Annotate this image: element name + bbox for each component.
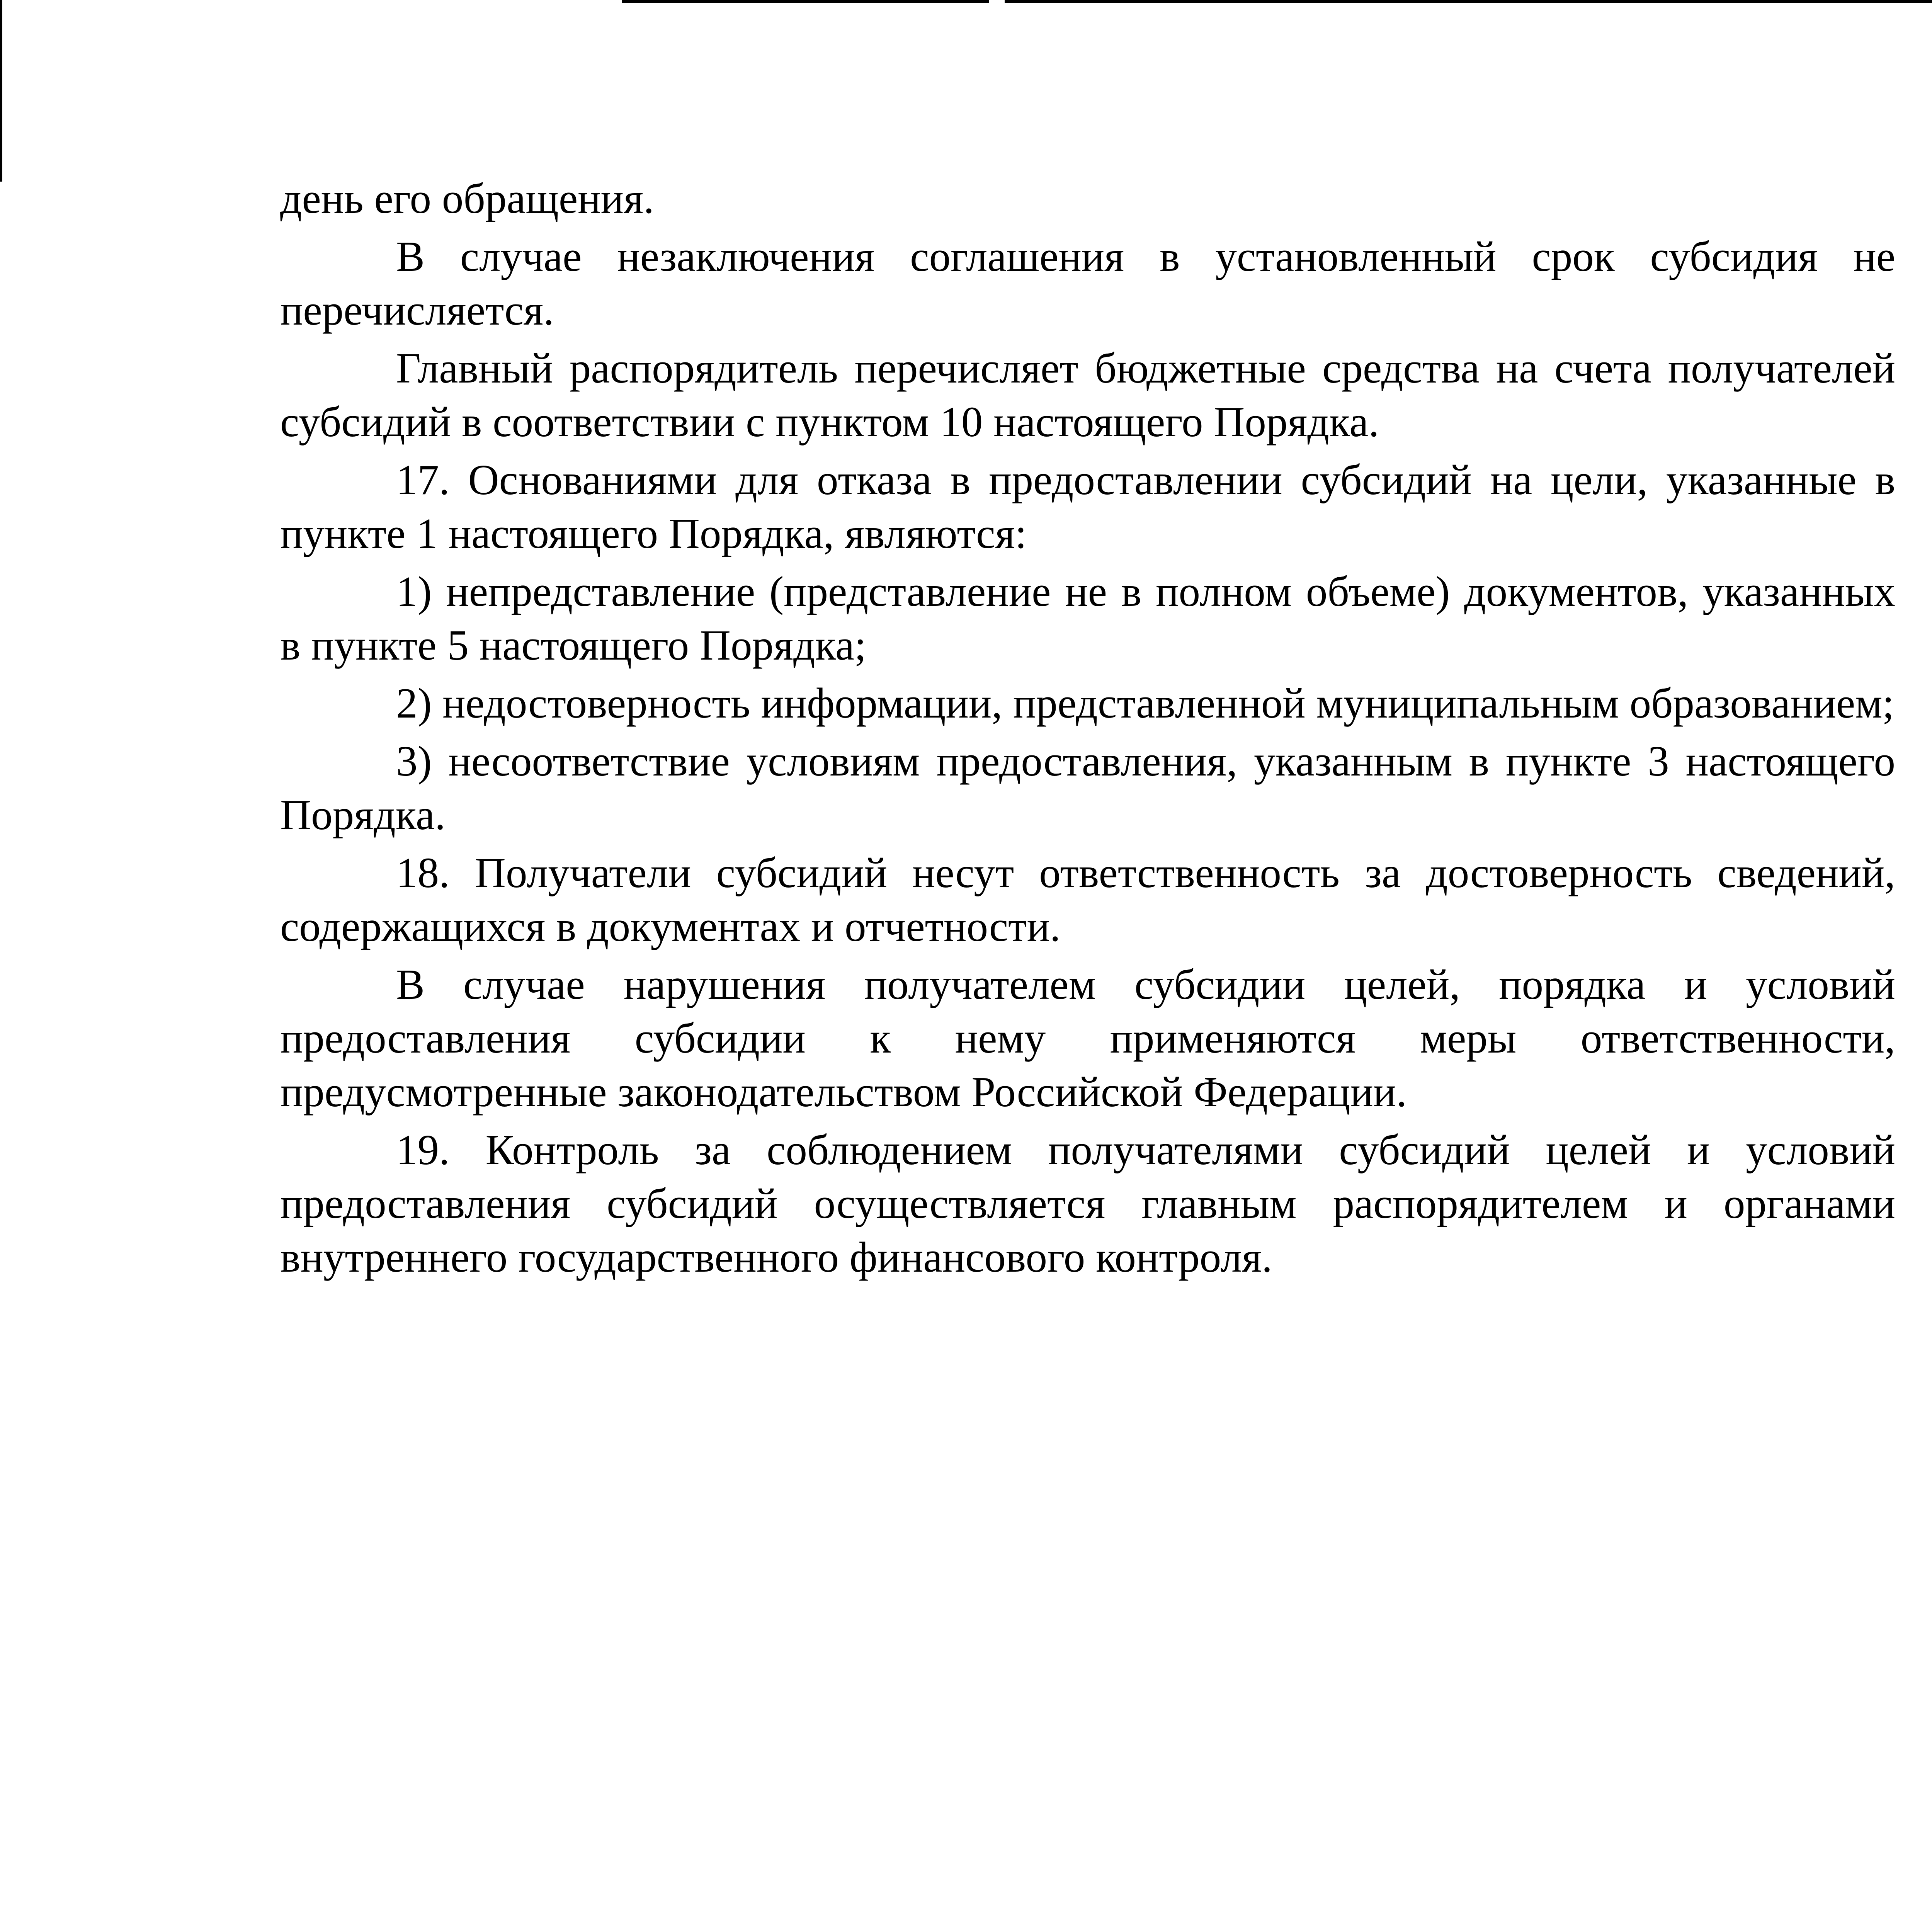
paragraph-item-19: 19. Контроль за соблюдением получателями субсидий целей и условий предоставления субсидий осуществляется главным распорядителем и органами внутреннего государственного финансового контроля.: [280, 1126, 1895, 1281]
document-body: [280, 172, 1895, 1289]
paragraph-budget-transfer: Главный распорядитель перечисляет бюджетные средства на счета получателей субсидий в соответствии с пунктом 10 настоящего Порядка.: [280, 345, 1895, 446]
paragraph-no-agreement: В случае незаключения соглашения в установленный срок субсидия не перечисляется.: [280, 233, 1895, 334]
scan-left-edge: [0, 0, 2, 182]
paragraph-subitem-1: 1) непредставление (представление не в полном объеме) документов, указанных в пункте 5 настоящего Порядка;: [280, 568, 1895, 669]
scan-top-line-left: [622, 0, 989, 3]
paragraph-subitem-2: 2) недостоверность информации, представленной муниципальным образованием;: [396, 680, 1895, 727]
paragraph-violation: В случае нарушения получателем субсидии целей, порядка и условий предоставления субсидии к нему применяются меры ответственности, предусмотренные законодательством Российской Федерации.: [280, 961, 1895, 1116]
paragraph-subitem-3: 3) несоответствие условиям предоставления, указанным в пункте 3 настоящего Порядка.: [280, 738, 1895, 839]
paragraph-item-17: 17. Основаниями для отказа в предоставлении субсидий на цели, указанные в пункте 1 настоящего Порядка, являются:: [280, 456, 1895, 558]
paragraph-continuation: день его обращения.: [280, 175, 654, 223]
paragraph-item-18: 18. Получатели субсидий несут ответственность за достоверность сведений, содержащихся в документах и отчетности.: [280, 849, 1895, 951]
scan-top-line-right: [1005, 0, 1932, 3]
